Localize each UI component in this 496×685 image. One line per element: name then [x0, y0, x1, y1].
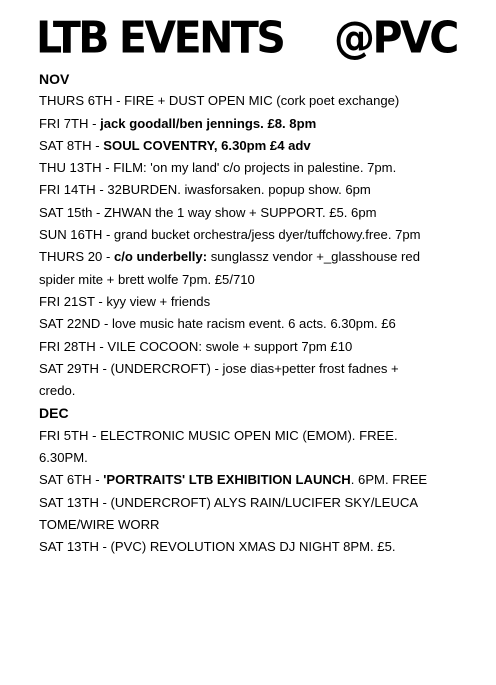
event-line: SAT 15th - ZHWAN the 1 way show + SUPPORT. £5. 6pm [39, 204, 377, 220]
event-line: THU 13TH - FILM: 'on my land' c/o projects in palestine. 7pm. [39, 160, 397, 176]
event-line: FRI 14TH - 32BURDEN. iwasforsaken. popup show. 6pm [39, 182, 371, 198]
event-date: SAT 6TH - [39, 472, 104, 488]
month-heading-dec: DEC [39, 405, 69, 422]
month-heading-nov: NOV [39, 71, 70, 87]
event-line-continued: credo. [39, 383, 76, 399]
event-line [39, 246, 489, 268]
event-date: THURS 20 - [39, 249, 114, 265]
event-line: SAT 13TH - (UNDERCROFT) ALYS RAIN/LUCIFER SKY/LEUCA [39, 494, 419, 510]
poster-title: LTB EVENTS [36, 12, 284, 63]
event-line [39, 135, 489, 157]
event-line: SAT 22ND - love music hate racism event. 6 acts. 6.30pm. £6 [39, 316, 396, 332]
event-line: FRI 5TH - ELECTRONIC MUSIC OPEN MIC (EMOM). FREE. [39, 427, 398, 443]
event-line: FRI 28TH - VILE COCOON: swole + support 7pm £10 [39, 338, 353, 354]
event-date: FRI 7TH - [39, 115, 101, 131]
event-line-continued: spider mite + brett wolfe 7pm. £5/710 [39, 271, 255, 287]
event-line: SUN 16TH - grand bucket orchestra/jess dyer/tuffchowy.free. 7pm [39, 227, 421, 243]
event-line [39, 113, 489, 135]
event-line: SAT 29TH - (UNDERCROFT) - jose dias+petter frost fadnes + [39, 360, 399, 376]
event-line: THURS 6TH - FIRE + DUST OPEN MIC (cork poet exchange) [39, 93, 400, 109]
event-line [39, 469, 489, 491]
event-title: c/o underbelly: [113, 249, 208, 265]
event-detail: . 6PM. FREE [350, 472, 428, 488]
poster-header [0, 10, 496, 62]
event-title: jack goodall/ben jennings. £8. 8pm [100, 115, 317, 131]
venue-handle: @PVC [334, 12, 457, 63]
event-title: 'PORTRAITS' LTB EXHIBITION LAUNCH [103, 472, 351, 488]
event-line: SAT 13TH - (PVC) REVOLUTION XMAS DJ NIGHT 8PM. £5. [39, 539, 396, 555]
event-line-continued: 6.30PM. [39, 450, 88, 466]
event-line: FRI 21ST - kyy view + friends [39, 293, 211, 309]
event-detail: sunglassz vendor +_glasshouse red [207, 249, 420, 265]
event-listing [39, 68, 489, 559]
event-line-continued: TOME/WIRE WORR [39, 516, 160, 532]
event-title: SOUL COVENTRY, 6.30pm £4 adv [103, 137, 311, 153]
event-date: SAT 8TH - [39, 137, 104, 153]
